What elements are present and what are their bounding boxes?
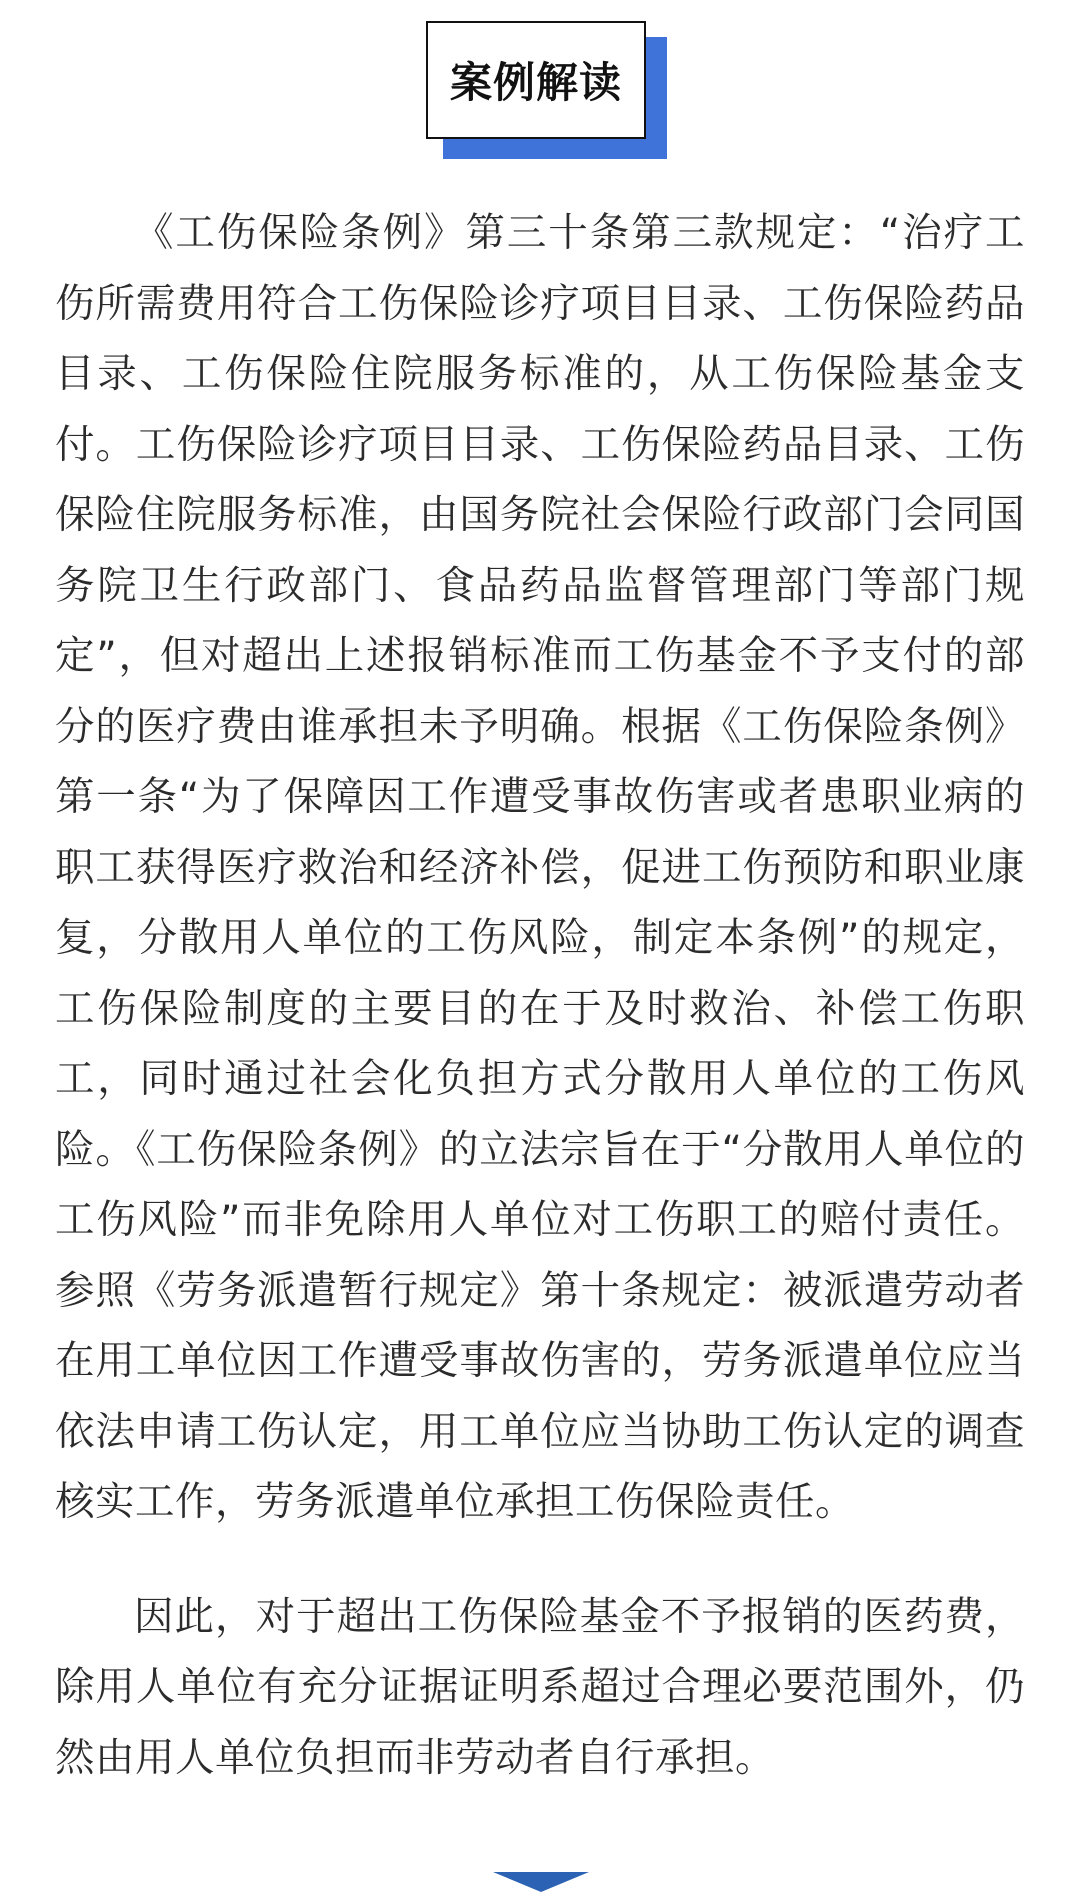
title-box <box>426 21 646 139</box>
section-title <box>426 21 652 143</box>
bottom-triangle-marker <box>493 1872 589 1892</box>
article-body <box>55 198 1025 1793</box>
paragraph-2: 因此，对于超出工伤保险基金不予报销的医药费，除用人单位有充分证据证明系超过合理必要范围外，仍然由用人单位负担而非劳动者自行承担。 <box>55 1593 1025 1781</box>
paragraph-1: 《工伤保险条例》第三十条第三款规定：“治疗工伤所需费用符合工伤保险诊疗项目目录、工伤保险药品目录、工伤保险住院服务标准的，从工伤保险基金支付。工伤保险诊疗项目目录、工伤保险药品目录、工伤保险住院服务标准，由国务院社会保险行政部门会同国务院卫生行政部门、食品药品监督管理部门等部门规定”，但对超出上述报销标准而工伤基金不予支付的部分的医疗费由谁承担未予明确。根据《工伤保险条例》第一条“为了保障因工作遭受事故伤害或者患职业病的职工获得医疗救治和经济补偿，促进工伤预防和职业康复，分散用人单位的工伤风险，制定本条例”的规定，工伤保险制度的主要目的在于及时救治、补偿工伤职工，同时通过社会化负担方式分散用人单位的工伤风险。《工伤保险条例》的立法宗旨在于“分散用人单位的工伤风险”而非免除用人单位对工伤职工的赔付责任。参照《劳务派遣暂行规定》第十条规定：被派遣劳动者在用工单位因工作遭受事故伤害的，劳务派遣单位应当依法申请工伤认定，用工单位应当协助工伤认定的调查核实工作，劳务派遣单位承担工伤保险责任。 <box>55 210 1025 1525</box>
title-text: 案例解读 <box>449 58 622 107</box>
